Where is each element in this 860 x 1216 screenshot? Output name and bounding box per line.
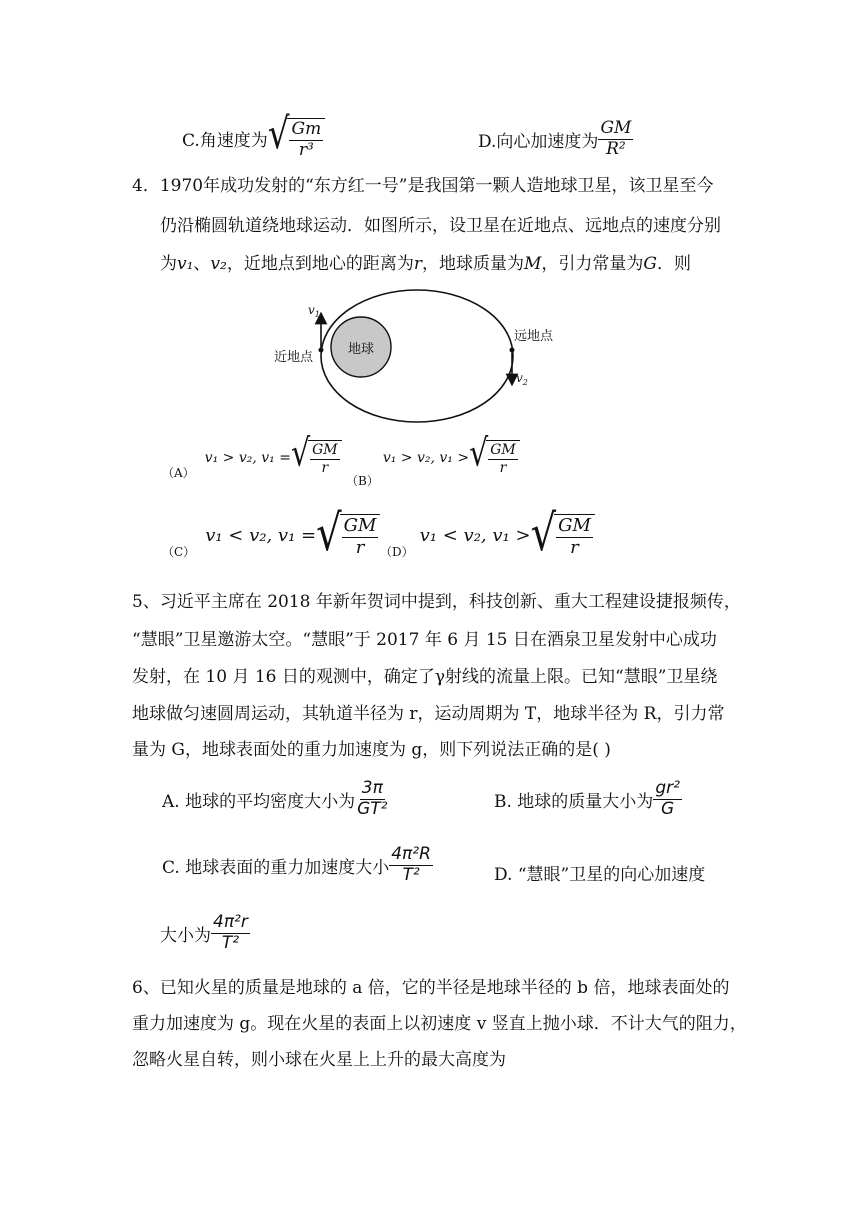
fraction-denominator: R² <box>606 138 626 159</box>
v1-label: $v_1$ <box>308 303 320 319</box>
q4-option-d: （D） v₁ < v₂, v₁ > √ $\frac{GM}{r}$ <box>380 514 595 560</box>
q6-line-3: 忽略火星自转，则小球在火星上上升的最大高度为 <box>132 1050 506 1070</box>
q5-line-1: 5、习近平主席在 2018 年新年贺词中提到，科技创新、重大工程建设捷报频传， <box>132 592 741 612</box>
q3-option-d-prefix: D.向心加速度为 <box>478 131 599 152</box>
fraction-numerator: Gm <box>291 119 322 139</box>
q5-line-4: 地球做匀速圆周运动，其轨道半径为 r，运动周期为 T，地球半径为 R，引力常 <box>132 704 725 724</box>
q5-option-c: C. 地球表面的重力加速度大小 $\frac{\text{4π²R}}{\text{T²}}$ <box>162 844 431 885</box>
sqrt-radical: √ $\frac{Gm}{\text{r³}}$ <box>268 118 325 160</box>
var-M: M <box>523 254 542 274</box>
q3-option-c-prefix: C.角速度为 <box>182 131 268 152</box>
q5-line-2: “慧眼”卫星邀游太空。“慧眼”于 2017 年 6 月 15 日在酒泉卫星发射中心成功 <box>132 630 717 650</box>
perigee-label: 近地点 <box>274 350 314 365</box>
var-G: G <box>643 254 657 274</box>
apogee-label: 远地点 <box>514 329 554 344</box>
q5-option-b: B. 地球的质量大小为 $\frac{\text{gr²}}{G}$ <box>494 778 680 819</box>
q5-option-d: D. “慧眼”卫星的向心加速度 <box>494 865 706 885</box>
q4-line-3: 为v₁、v₂，近地点到地心的距离为r，地球质量为M，引力常量为G．则 <box>160 254 691 274</box>
earth-label: 地球 <box>348 342 375 357</box>
q4-line-2: 仍沿椭圆轨道绕地球运动．如图所示，设卫星在近地点、远地点的速度分别 <box>160 216 721 236</box>
var-v1: v₁ <box>177 254 194 274</box>
q5-option-a: A. 地球的平均密度大小为 $\frac{3\pi}{\text{GT²}}$ <box>162 778 388 819</box>
fraction-numerator: GM <box>600 118 632 138</box>
q6-line-1: 6、已知火星的质量是地球的 a 倍，它的半径是地球半径的 b 倍，地球表面处的 <box>132 978 730 998</box>
q3-option-d <box>478 120 633 159</box>
var-r: r <box>413 254 422 274</box>
q3-option-c <box>182 109 325 160</box>
orbit-diagram <box>262 284 572 434</box>
q4-line-1: 4．1970年成功发射的“东方红一号”是我国第一颗人造地球卫星，该卫星至今 <box>132 176 714 196</box>
q4-option-a: （A） v₁ > v₂, v₁ = √ $\frac{GM}{r}$ <box>162 440 342 481</box>
q4-option-b: （B） v₁ > v₂, v₁ > √ $\frac{GM}{r}$ <box>346 440 520 489</box>
q4-option-c: （C） v₁ < v₂, v₁ = √ $\frac{GM}{r}$ <box>162 514 380 560</box>
fraction-denominator: r³ <box>298 139 314 160</box>
v2-label: $v_2$ <box>516 371 528 387</box>
q6-line-2: 重力加速度为 g。现在火星的表面上以初速度 v 竖直上抛小球．不计大气的阻力， <box>132 1014 747 1034</box>
var-v2: v₂ <box>210 254 227 274</box>
q5-line-5: 量为 G，地球表面处的重力加速度为 g，则下列说法正确的是( ) <box>132 740 611 760</box>
q5-line-3: 发射，在 10 月 16 日的观测中，确定了γ射线的流量上限。已知“慧眼”卫星绕 <box>132 667 718 687</box>
q5-option-d-cont: 大小为 $\frac{\text{4π²r}}{\text{T²}}$ <box>160 912 248 953</box>
